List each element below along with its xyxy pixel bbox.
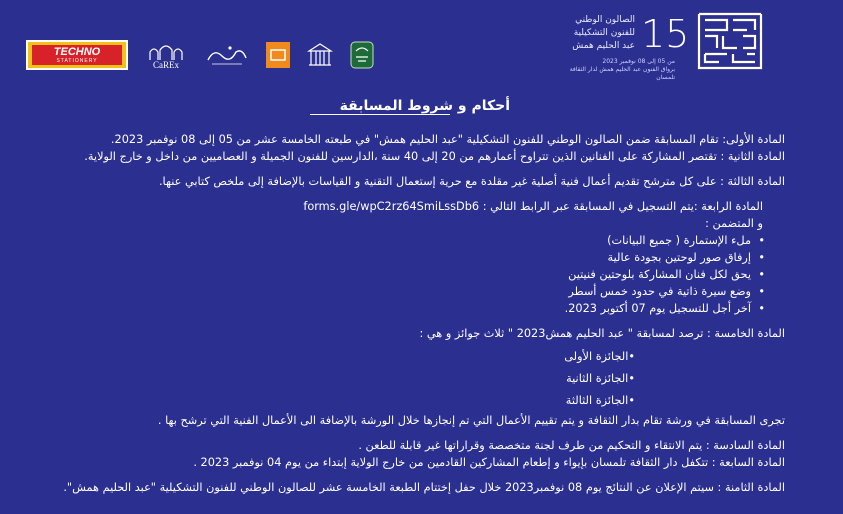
- dar-thaqafa-logo: [204, 42, 250, 68]
- article-3: المادة الثالثة : على كل مترشح تقديم أعمال فنية أصلية غير مقلدة مع حرية إستعمال التقنية و القياسات بالإضافة إلى ملخص كتابي عنها.: [158, 175, 785, 188]
- section-title: أحكام و شروط المسابقة: [339, 98, 510, 114]
- title-underline: [310, 114, 450, 115]
- list-item: • إرفاق صور لوحتين بجودة عالية: [45, 249, 751, 266]
- green-badge-logo: [350, 41, 374, 69]
- list-item: •الجائزة الثالثة: [565, 394, 635, 407]
- article-1: المادة الأولى: تقام المسابقة ضمن الصالون الوطني للفنون التشكيلية "عبد الحليم همش" في طبعته الخامسة عشر من 05 إلى 08 نوفمبر 2023.: [110, 133, 785, 146]
- event-venue-text: برواق الفنون عبد الحليم همش لدار الثقافة تلمسان: [569, 66, 675, 81]
- orange-square-logo: [266, 42, 290, 68]
- event-date-text: من 05 إلى 08 نوفمبر 2023: [602, 58, 675, 65]
- rules-content: [45, 131, 785, 496]
- article-5-note: تجرى المسابقة في ورشة تقام بدار الثقافة و يتم تقييم الأعمال التي تم إنجازها خلال الورشة بالإضافة الى الأعمال الفنية التي ترشح بها .: [157, 414, 785, 427]
- article-4-includes: و المتضمن :: [705, 217, 763, 230]
- building-icon: [306, 41, 334, 69]
- orange-square-icon: [266, 42, 290, 68]
- article-5-prizes: [45, 346, 785, 412]
- event-title-line: عبد الحليم همش: [572, 41, 635, 51]
- list-item: •الجائزة الثانية: [566, 372, 635, 385]
- article-2: المادة الثانية : تقتصر المشاركة على الفنانين الذين تتراوح أعمارهم من 20 إلى 40 سنة ،الدارسين للفنون الجميلة و العصاميين من داخل و خارج الولاية.: [84, 150, 785, 163]
- event-title-line: للفنون التشكيلية: [573, 28, 635, 38]
- carex-logo-name: CaREx: [153, 60, 179, 70]
- article-5-intro: المادة الخامسة : ترصد لمسابقة " عبد الحليم همش2023 " ثلاث جوائز و هي :: [419, 327, 785, 340]
- techno-logo-sub: STATIONERY: [56, 57, 98, 64]
- article-7: المادة السابعة : تتكفل دار الثقافة تلمسان بإيواء و إطعام المشاركين القادمين من خارج الولاية إبتداء من يوم 04 نوفمبر 2023 .: [193, 456, 785, 469]
- event-date: [565, 58, 675, 82]
- event-number: 15: [641, 12, 690, 56]
- list-item: • آخر أجل للتسجيل يوم 07 أكتوبر 2023.: [45, 300, 751, 317]
- list-item: •الجائزة الأولى: [564, 350, 635, 363]
- article-6: المادة السادسة : يتم الانتقاء و التحكيم من طرف لجنة متخصصة وقراراتها غير قابلة للطعن .: [358, 439, 785, 452]
- calligraphy-icon: [204, 42, 250, 68]
- list-item: • يحق لكل فنان المشاركة بلوحتين فنيتين: [45, 266, 751, 283]
- techno-stationery-logo: [26, 40, 128, 70]
- sponsor-logos: [26, 40, 374, 70]
- event-title-line: الصالون الوطني: [575, 15, 635, 25]
- ministry-logo: [306, 41, 334, 69]
- event-title: [565, 14, 635, 53]
- header: [0, 0, 843, 90]
- event-branding: [565, 10, 825, 80]
- carex-logo: [144, 40, 188, 70]
- badge-icon: [350, 41, 374, 69]
- article-4-list: [45, 232, 785, 317]
- list-item: • وضع سيرة ذاتية في حدود خمس أسطر: [45, 283, 751, 300]
- section-heading: [300, 98, 550, 120]
- article-4-intro: المادة الرابعة :يتم التسجيل في المسابقة عبر الرابط التالي : forms.gle/wpC2rz64SmiLssDb6: [303, 200, 763, 213]
- kufic-calligraphy-icon: [697, 10, 763, 72]
- techno-logo-name: TECHNO: [53, 45, 101, 58]
- article-8: المادة الثامنة : سيتم الإعلان عن النتائج يوم 08 نوفمبر2023 خلال حفل إختتام الطبعة الخامسة عشر للصالون الوطني للفنون التشكيلية "عبد الحليم همش".: [63, 481, 785, 494]
- list-item: • ملء الإستمارة ( جميع البيانات): [45, 232, 751, 249]
- carex-arch-icon: [146, 44, 186, 60]
